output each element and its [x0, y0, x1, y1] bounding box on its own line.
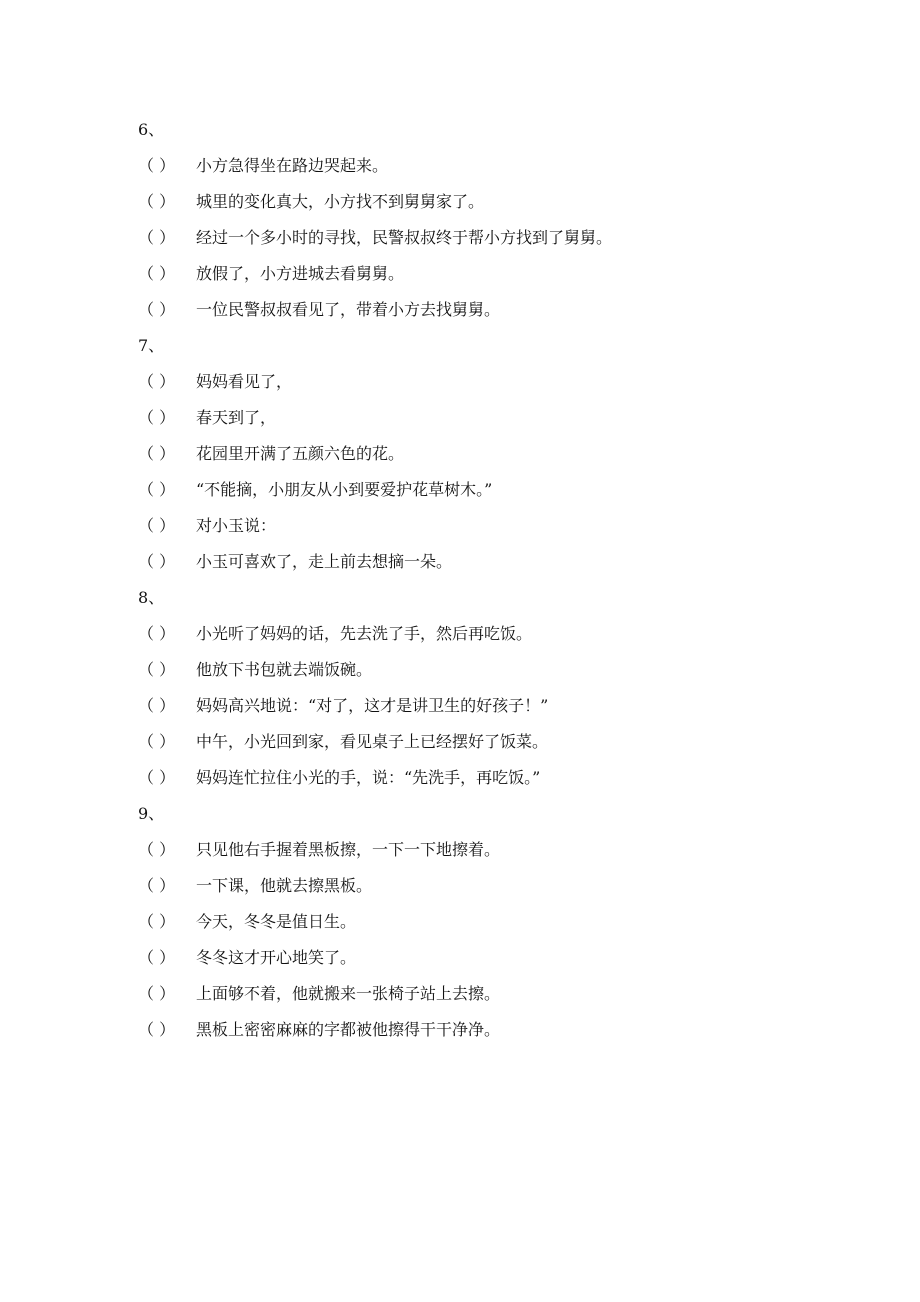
answer-blank[interactable]: （ ） [138, 840, 176, 859]
sentence-item [138, 724, 838, 760]
sentence-text: 城里的变化真大，小方找不到舅舅家了。 [196, 192, 485, 211]
ordering-exercises [138, 112, 838, 1048]
sentence-item [138, 760, 838, 796]
sentence-text: 一位民警叔叔看见了，带着小方去找舅舅。 [196, 300, 501, 319]
sentence-item [138, 688, 838, 724]
sentence-item [138, 400, 838, 436]
sentence-item [138, 904, 838, 940]
answer-blank[interactable]: （ ） [138, 948, 176, 967]
sentence-item [138, 472, 838, 508]
sentence-text: 冬冬这才开心地笑了。 [196, 948, 357, 967]
answer-blank[interactable]: （ ） [138, 300, 176, 319]
question-number: 7、 [138, 336, 165, 355]
sentence-item [138, 148, 838, 184]
question-number: 6、 [138, 120, 165, 139]
sentence-item [138, 652, 838, 688]
answer-blank[interactable]: （ ） [138, 732, 176, 751]
answer-blank[interactable]: （ ） [138, 228, 176, 247]
answer-blank[interactable]: （ ） [138, 516, 176, 535]
sentence-item [138, 616, 838, 652]
sentence-text: 黑板上密密麻麻的字都被他擦得干干净净。 [196, 1020, 501, 1039]
sentence-item [138, 544, 838, 580]
answer-blank[interactable]: （ ） [138, 696, 176, 715]
sentence-text: 妈妈连忙拉住小光的手，说：“先洗手，再吃饭。” [196, 768, 541, 787]
answer-blank[interactable]: （ ） [138, 1020, 176, 1039]
answer-blank[interactable]: （ ） [138, 408, 176, 427]
sentence-text: 一下课，他就去擦黑板。 [196, 876, 373, 895]
sentence-text: “不能摘，小朋友从小到要爱护花草树木。” [196, 480, 493, 499]
sentence-item [138, 868, 838, 904]
sentence-text: 只见他右手握着黑板擦，一下一下地擦着。 [196, 840, 501, 859]
sentence-item [138, 292, 838, 328]
question-number: 8、 [138, 588, 165, 607]
sentence-text: 今天，冬冬是值日生。 [196, 912, 357, 931]
answer-blank[interactable]: （ ） [138, 984, 176, 1003]
sentence-text: 中午，小光回到家，看见桌子上已经摆好了饭菜。 [196, 732, 549, 751]
sentence-text: 妈妈高兴地说：“对了，这才是讲卫生的好孩子！” [196, 696, 549, 715]
sentence-item [138, 940, 838, 976]
sentence-item [138, 184, 838, 220]
answer-blank[interactable]: （ ） [138, 156, 176, 175]
sentence-item [138, 364, 838, 400]
sentence-text: 放假了，小方进城去看舅舅。 [196, 264, 405, 283]
answer-blank[interactable]: （ ） [138, 444, 176, 463]
sentence-text: 妈妈看见了， [196, 372, 293, 391]
sentence-text: 对小玉说： [196, 516, 277, 535]
sentence-item [138, 832, 838, 868]
answer-blank[interactable]: （ ） [138, 264, 176, 283]
answer-blank[interactable]: （ ） [138, 876, 176, 895]
sentence-item [138, 508, 838, 544]
sentence-item [138, 436, 838, 472]
sentence-item [138, 976, 838, 1012]
sentence-text: 小玉可喜欢了，走上前去想摘一朵。 [196, 552, 453, 571]
sentence-text: 小方急得坐在路边哭起来。 [196, 156, 389, 175]
answer-blank[interactable]: （ ） [138, 552, 176, 571]
answer-blank[interactable]: （ ） [138, 912, 176, 931]
sentence-item [138, 256, 838, 292]
answer-blank[interactable]: （ ） [138, 192, 176, 211]
sentence-text: 小光听了妈妈的话，先去洗了手，然后再吃饭。 [196, 624, 533, 643]
answer-blank[interactable]: （ ） [138, 768, 176, 787]
sentence-text: 经过一个多小时的寻找，民警叔叔终于帮小方找到了舅舅。 [196, 228, 613, 247]
sentence-text: 花园里开满了五颜六色的花。 [196, 444, 405, 463]
answer-blank[interactable]: （ ） [138, 660, 176, 679]
sentence-text: 春天到了， [196, 408, 277, 427]
answer-blank[interactable]: （ ） [138, 480, 176, 499]
sentence-text: 上面够不着，他就搬来一张椅子站上去擦。 [196, 984, 501, 1003]
question-number: 9、 [138, 804, 165, 823]
sentence-item [138, 1012, 838, 1048]
answer-blank[interactable]: （ ） [138, 624, 176, 643]
sentence-item [138, 220, 838, 256]
sentence-text: 他放下书包就去端饭碗。 [196, 660, 373, 679]
answer-blank[interactable]: （ ） [138, 372, 176, 391]
